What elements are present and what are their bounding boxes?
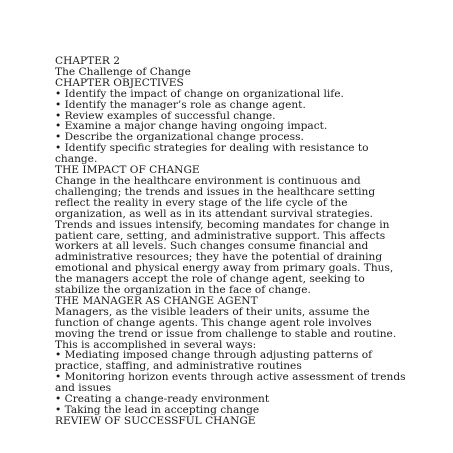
- paragraph-line: emotional and physical energy away from primary goals. Thus,: [55, 262, 394, 275]
- paragraph-line: stabilize the organization in the face of change.: [55, 284, 311, 297]
- objective-item: • Identify the manager’s role as change agent.: [55, 98, 306, 111]
- section-heading-objectives: CHAPTER OBJECTIVES: [55, 76, 184, 89]
- section-heading-review: REVIEW OF SUCCESSFUL CHANGE: [55, 414, 256, 427]
- chapter-title: The Challenge of Change: [55, 65, 191, 78]
- paragraph-line: administrative resources; they have the potential of draining: [55, 251, 383, 264]
- section-heading-change-agent: THE MANAGER AS CHANGE AGENT: [55, 294, 258, 307]
- bullet-item: • Monitoring horizon events through active assessment of trends: [55, 371, 406, 384]
- bullet-item: • Mediating imposed change through adjusting patterns of: [55, 349, 373, 362]
- objective-item-continued: change.: [55, 153, 98, 166]
- paragraph-line: This is accomplished in several ways:: [55, 338, 257, 351]
- paragraph-line: moving the trend or issue from challenge to stable and routine.: [55, 327, 397, 340]
- objective-item: • Identify the impact of change on organizational life.: [55, 87, 344, 100]
- paragraph-line: patient care, setting, and administrative support. This affects: [55, 229, 386, 242]
- bullet-item-continued: and issues: [55, 382, 112, 395]
- paragraph-line: Trends and issues intensify, becoming mandates for change in: [55, 218, 390, 231]
- chapter-number: CHAPTER 2: [55, 55, 121, 67]
- bullet-item: • Creating a change-ready environment: [55, 393, 270, 406]
- objective-item: • Examine a major change having ongoing impact.: [55, 120, 328, 133]
- paragraph-line: function of change agents. This change agent role involves: [55, 316, 372, 329]
- paragraph-line: challenging; the trends and issues in the healthcare setting: [55, 185, 376, 198]
- bullet-item: • Taking the lead in accepting change: [55, 404, 260, 416]
- bullet-item-continued: practice, staffing, and administrative routines: [55, 360, 302, 373]
- paragraph-line: organization, as well as in its attendant survival strategies.: [55, 207, 374, 220]
- document-text: [55, 55, 406, 427]
- paragraph-line: Change in the healthcare environment is continuous and: [55, 174, 361, 187]
- paragraph-line: Managers, as the visible leaders of their units, assume the: [55, 305, 370, 318]
- section-heading-impact: THE IMPACT OF CHANGE: [55, 164, 200, 177]
- objective-item: • Describe the organizational change process.: [55, 131, 304, 144]
- objective-item: • Identify specific strategies for dealing with resistance to: [55, 142, 369, 155]
- paragraph-line: the managers accept the role of change agent, seeking to: [55, 273, 365, 286]
- objective-item: • Review examples of successful change.: [55, 109, 276, 122]
- paragraph-line: workers at all levels. Such changes consume financial and: [55, 240, 369, 253]
- paragraph-line: reflect the reality in every stage of the life cycle of the: [55, 196, 348, 209]
